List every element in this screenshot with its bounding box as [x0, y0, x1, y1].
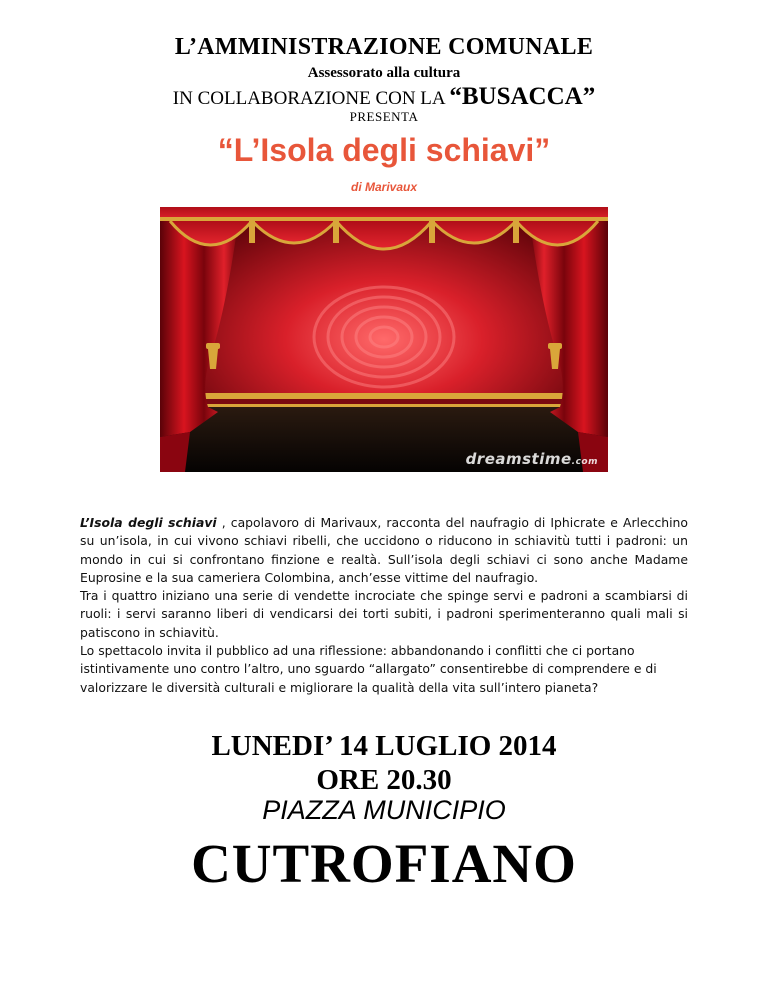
collaboration-prefix: IN COLLABORAZIONE CON LA — [172, 88, 445, 109]
collaboration-org: “BUSACCA” — [449, 83, 596, 110]
play-title: “L’Isola degli schiavi” — [217, 132, 551, 168]
play-author: di Marivaux — [350, 180, 418, 194]
header-presents: PRESENTA — [349, 109, 419, 124]
theater-stage-image — [160, 207, 608, 472]
watermark-text: dreamstime.com — [465, 450, 598, 468]
header-administration: L’AMMINISTRAZIONE COMUNALE — [174, 34, 594, 60]
description-paragraph: Tra i quattro iniziano una serie di vendette incrociate che spinge servi e padroni a scambiarsi di ruoli: i servi saranno liberi di vendicarsi dei torti subiti, i padroni sperimenteranno quali mali si patiscono in schiavitù. — [80, 588, 688, 640]
header-collaboration — [0, 83, 768, 111]
header-department: Assessorato alla cultura — [307, 65, 461, 81]
event-time: ORE 20.30 — [316, 764, 452, 796]
description-paragraph — [80, 514, 688, 587]
play-description — [80, 514, 688, 697]
description-paragraph: Lo spettacolo invita il pubblico ad una riflessione: abbandonando i conflitti che ci portano istintivamente uno contro l’altro, uno sguardo “allargato” consentirebbe di comprendere e di valorizzare le diversità culturali e migliorare la qualità della vita sull’intero pianeta? — [80, 643, 657, 695]
description-title: L’Isola degli schiavi — [80, 515, 217, 530]
description-text: , capolavoro di Marivaux, racconta del naufragio di Iphicrate e Arlecchino su un’isola, in cui vivono schiavi ribelli, che uccidono o riducono in schiavitù tutti i padroni: un mondo in cui si confrontano finzione e realtà. Sull’isola degli schiavi ci sono anche Madame Euprosine e la sua cameriera Colombina, anch’esse vittime del naufragio. — [80, 515, 688, 585]
event-date: LUNEDI’ 14 LUGLIO 2014 — [211, 730, 557, 762]
event-place: PIAZZA MUNICIPIO — [262, 795, 506, 825]
event-city: CUTROFIANO — [191, 833, 577, 894]
